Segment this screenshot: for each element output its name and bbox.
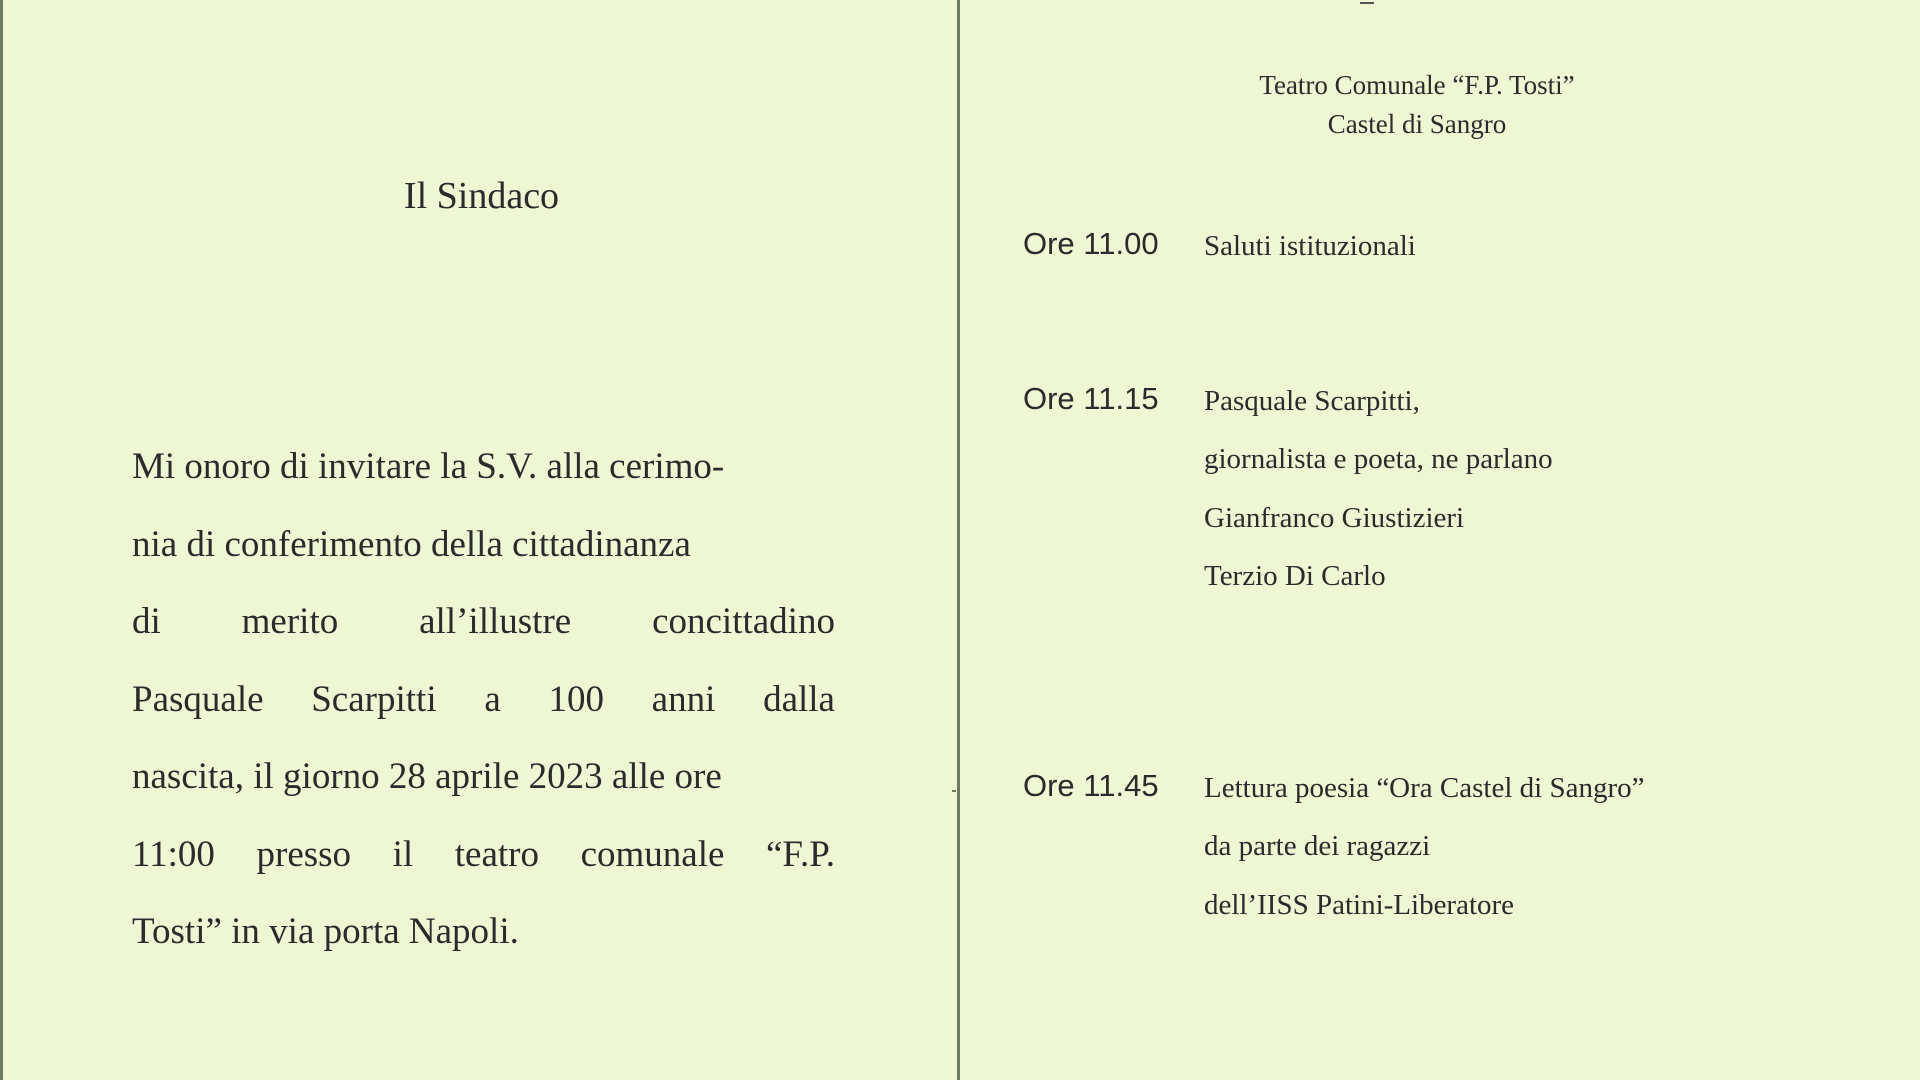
- program-time: Ore 11.45: [1023, 768, 1159, 803]
- invitation-line: [132, 816, 835, 894]
- program-line: Lettura poesia “Ora Castel di Sangro”: [1204, 772, 1645, 804]
- venue-block: [960, 66, 1874, 144]
- invitation-text: [132, 428, 835, 971]
- invitation-line: [132, 583, 835, 661]
- program-details: [1204, 226, 1416, 285]
- invitation-word: dalla: [763, 678, 835, 720]
- invitation-word: il: [392, 833, 414, 875]
- program-details: [1204, 381, 1553, 616]
- venue-town: Castel di Sangro: [1327, 109, 1507, 139]
- invitation-word: a: [484, 678, 501, 720]
- invitation-line: nascita, il giorno 28 aprile 2023 alle ore: [132, 756, 722, 797]
- invitation-line: nia di conferimento della cittadinanza: [132, 523, 691, 565]
- program-line: Saluti istituzionali: [1204, 230, 1416, 262]
- program-line: Terzio Di Carlo: [1204, 560, 1386, 592]
- invitation-word: merito: [241, 601, 339, 642]
- program-line: da parte dei ragazzi: [1204, 830, 1431, 862]
- venue-name: Teatro Comunale “F.P. Tosti”: [1259, 70, 1575, 100]
- clipped-glyph: [1360, 0, 1374, 4]
- invitation-word: di: [132, 601, 161, 642]
- invitation-word: “F.P.: [765, 833, 835, 875]
- page-heading: Il Sindaco: [403, 175, 560, 217]
- program-line: Pasquale Scarpitti,: [1204, 385, 1420, 417]
- right-page: [960, 0, 1920, 1080]
- invitation-word: all’illustre: [419, 601, 572, 642]
- invitation-word: Pasquale: [132, 678, 264, 720]
- program-line: Gianfranco Giustizieri: [1204, 501, 1465, 534]
- invitation-line: Tosti” in via porta Napoli.: [132, 911, 519, 952]
- program-line: dell’IISS Patini-Liberatore: [1204, 888, 1515, 921]
- program-details: [1204, 768, 1644, 944]
- invitation-word: 100: [548, 678, 604, 720]
- program-time: Ore 11.15: [1023, 381, 1159, 416]
- invitation-word: 11:00: [132, 833, 215, 875]
- invitation-line: Mi onoro di invitare la S.V. alla cerimo-: [132, 446, 725, 487]
- left-page: [0, 0, 957, 1080]
- invitation-word: concittadino: [652, 601, 835, 642]
- invitation-word: Scarpitti: [311, 678, 437, 720]
- invitation-word: presso: [256, 833, 352, 875]
- invitation-word: teatro: [454, 833, 539, 875]
- invitation-word: anni: [651, 678, 716, 720]
- invitation-word: comunale: [580, 833, 725, 875]
- program-line: giornalista e poeta, ne parlano: [1204, 443, 1553, 475]
- invitation-line: [132, 661, 835, 739]
- program-time: Ore 11.00: [1023, 226, 1159, 261]
- fold-mark: [952, 790, 956, 792]
